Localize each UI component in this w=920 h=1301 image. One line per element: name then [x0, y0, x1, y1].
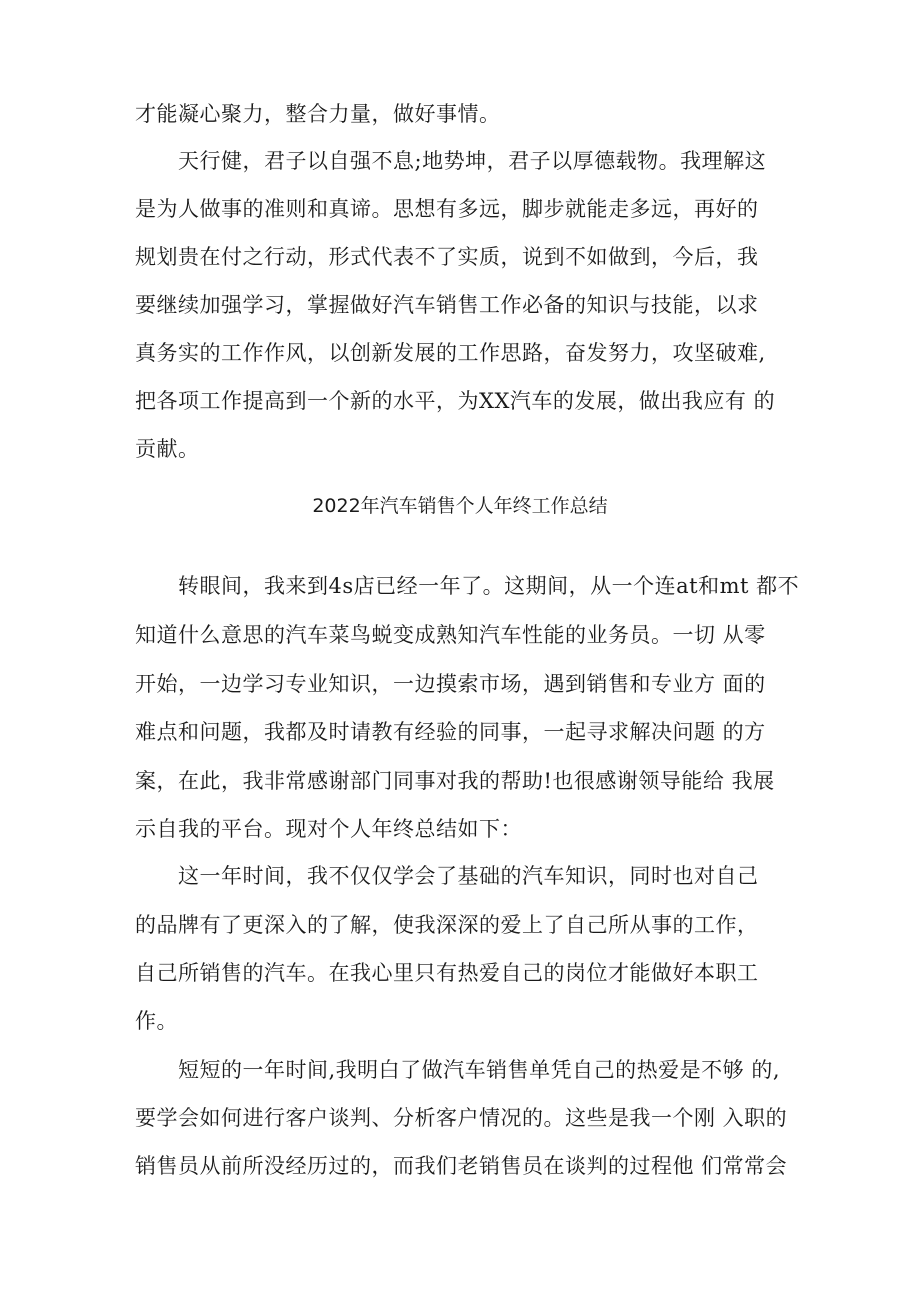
paragraph-line: 才能凝心聚力，整合力量，做好事情。 — [135, 102, 501, 126]
paragraph-line: 案，在此，我非常感谢部门同事对我的帮助!也很感谢领导能给 我展 — [135, 769, 775, 793]
paragraph-line: 转眼间，我来到4s店已经一年了。这期间，从一个连at和mt 都不 — [178, 574, 800, 598]
paragraph-line: 贡献。 — [135, 437, 200, 461]
document-title: 2022年汽车销售个人年终工作总结 — [312, 495, 608, 517]
paragraph-line: 把各项工作提高到一个新的水平，为XX汽车的发展，做出我应有 的 — [135, 389, 776, 413]
paragraph-line: 真务实的工作作风，以创新发展的工作思路，奋发努力，攻坚破难, — [135, 341, 766, 365]
paragraph-line: 知道什么意思的汽车菜鸟蜕变成熟知汽车性能的业务员。一切 从零 — [135, 623, 766, 647]
paragraph-line: 难点和问题，我都及时请教有经验的同事，一起寻求解决问题 的方 — [135, 720, 766, 744]
paragraph-line: 要继续加强学习，掌握做好汽车销售工作必备的知识与技能，以求 — [135, 293, 759, 317]
paragraph-line: 要学会如何进行客户谈判、分析客户情况的。这些是我一个刚 入职的 — [135, 1106, 788, 1130]
paragraph-line: 作。 — [135, 1009, 178, 1033]
paragraph-line: 示自我的平台。现对个人年终总结如下： — [135, 817, 522, 841]
paragraph-line: 销售员从前所没经历过的，而我们老销售员在谈判的过程他 们常常会 — [135, 1154, 788, 1178]
paragraph-line: 的品牌有了更深入的了解，使我深深的爱上了自己所从事的工作， — [135, 913, 759, 937]
paragraph-line: 短短的一年时间,我明白了做汽车销售单凭自己的热爱是不够 的, — [178, 1058, 781, 1082]
paragraph-line: 是为人做事的准则和真谛。思想有多远，脚步就能走多远，再好的 — [135, 197, 759, 221]
paragraph-line: 这一年时间，我不仅仅学会了基础的汽车知识，同时也对自己 — [178, 864, 759, 888]
paragraph-line: 规划贵在付之行动，形式代表不了实质，说到不如做到，今后，我 — [135, 245, 759, 269]
paragraph-line: 自己所销售的汽车。在我心里只有热爱自己的岗位才能做好本职工 — [135, 961, 759, 985]
paragraph-line: 天行健，君子以自强不息;地势坤，君子以厚德载物。我理解这 — [178, 149, 767, 173]
paragraph-line: 开始，一边学习专业知识，一边摸索市场，遇到销售和专业方 面的 — [135, 672, 766, 696]
